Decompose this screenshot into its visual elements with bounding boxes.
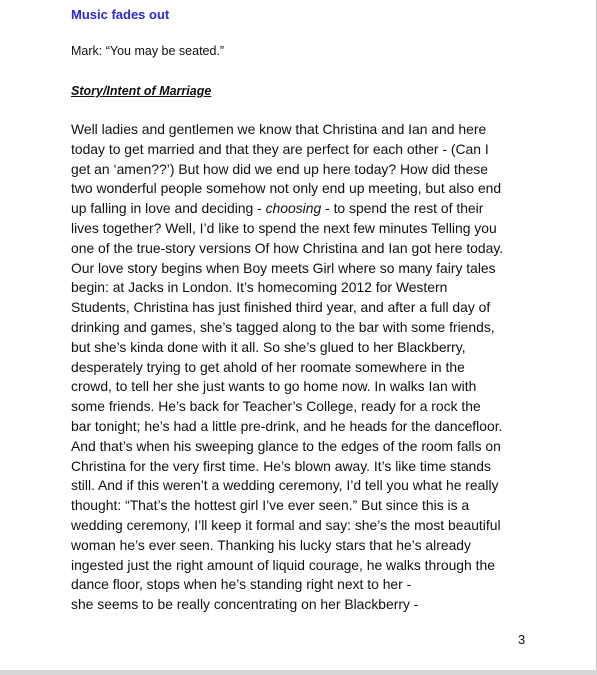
body-line: one of the true-story versions Of how Christina and Ian got here today. xyxy=(71,239,504,256)
body-line: begin: at Jacks in London. It’s homecoming 2012 for Western xyxy=(71,279,448,296)
stage-cue: Music fades out xyxy=(71,7,170,22)
body-line: some friends. He’s back for Teacher’s College, ready for a rock the xyxy=(71,398,481,415)
body-line: dance floor, stops when he’s standing right next to her - xyxy=(71,576,412,593)
body-line: Our love story begins when Boy meets Girl where so many fairy tales xyxy=(71,259,496,276)
body-line: two wonderful people somehow not only end up meeting, but also end xyxy=(71,180,502,197)
body-line: still. And if this weren’t a wedding ceremony, I’d tell you what he really xyxy=(71,477,499,494)
body-line: ingested just the right amount of liquid courage, he walks through the xyxy=(71,556,495,573)
body-line: thought: “That’s the hottest girl I’ve ever seen.” But since this is a xyxy=(71,497,470,514)
section-heading: Story/Intent of Marriage xyxy=(71,84,212,98)
page-bottom-edge xyxy=(0,670,597,675)
speaker-line: Mark: “You may be seated.” xyxy=(71,44,225,58)
body-line: Students, Christina has just finished third year, and after a full day of xyxy=(71,299,491,316)
body-line xyxy=(71,199,531,219)
body-line: Christina for the very first time. He’s blown away. It’s like time stands xyxy=(71,457,491,474)
body-line: drinking and games, she’s tagged along to the bar with some friends, xyxy=(71,318,495,335)
body-line: lives together? Well, I’d like to spend the next few minutes Telling you xyxy=(71,219,497,236)
body-line: crowd, to tell her she just wants to go home now. In walks Ian with xyxy=(71,378,477,395)
emphasis-text: choosing xyxy=(265,200,322,217)
body-line: And that’s when his sweeping glance to the edges of the room falls on xyxy=(71,437,501,454)
page-number: 3 xyxy=(518,632,526,647)
body-line: she seems to be really concentrating on her Blackberry - xyxy=(71,596,419,613)
body-line: bar tonight; he’s had a little pre-drink, and he heads for the dancefloor. xyxy=(71,417,503,434)
story-body xyxy=(71,120,531,615)
body-line: get an ‘amen??’) But how did we end up here today? How did these xyxy=(71,160,488,177)
body-line: Well ladies and gentlemen we know that Christina and Ian and here xyxy=(71,121,487,137)
body-line-end: - to spend the rest of their xyxy=(321,200,484,217)
body-line: woman he’s ever seen. Thanking his lucky stars that he’s already xyxy=(71,536,471,553)
body-line: desperately trying to get ahold of her roomate somewhere in the xyxy=(71,358,465,375)
body-line-start: up falling in love and deciding - xyxy=(71,200,266,217)
body-line: today to get married and that they are perfect for each other - (Can I xyxy=(71,140,489,157)
body-line: but she’s kinda done with it all. So she’s glued to her Blackberry, xyxy=(71,338,466,355)
body-line: wedding ceremony, I’ll keep it formal and say: she’s the most beautiful xyxy=(71,516,501,533)
